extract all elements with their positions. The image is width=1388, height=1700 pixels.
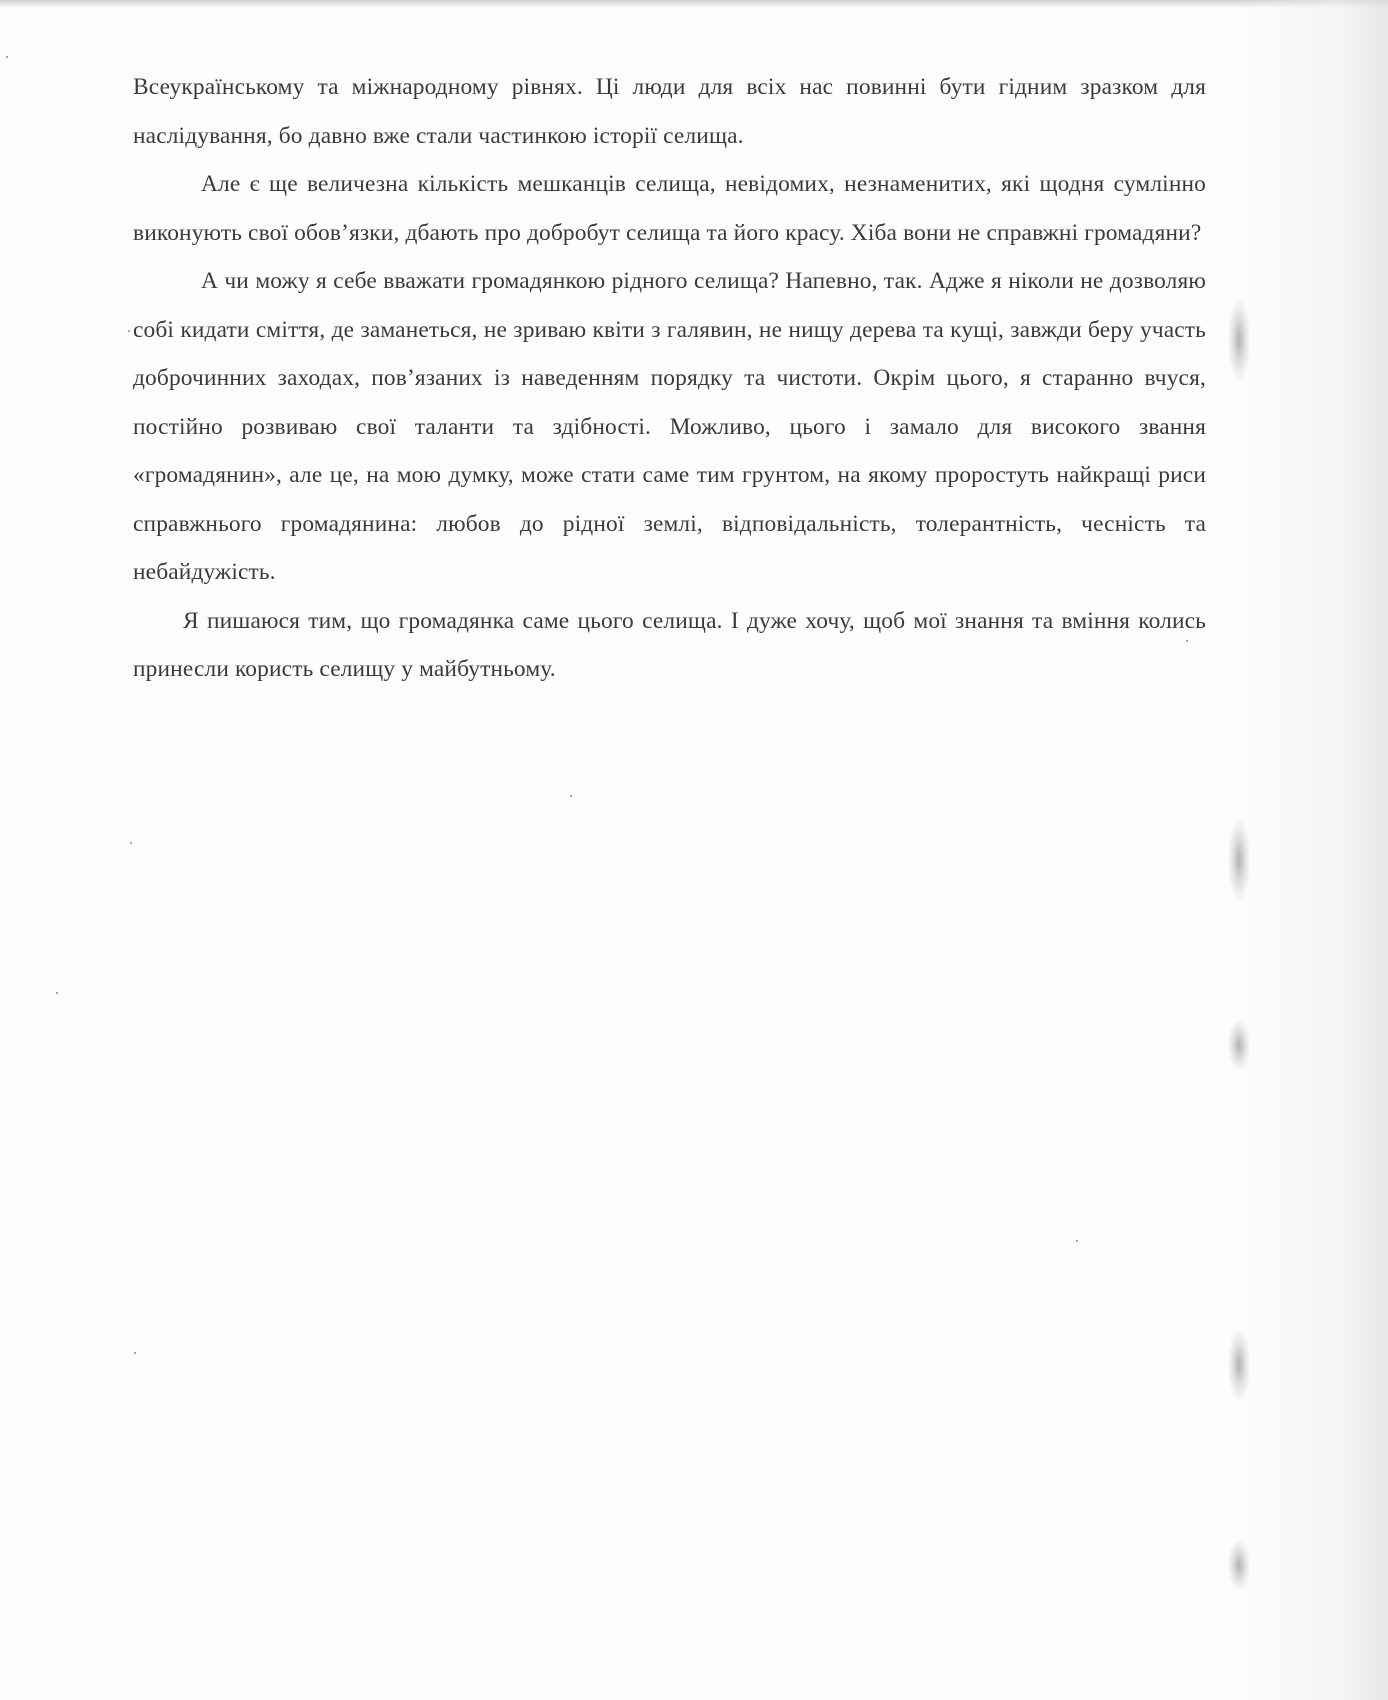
scan-streak: [1228, 300, 1250, 380]
paragraph-4: Я пишаюся тим, що громадянка саме цього селища. І дуже хочу, щоб мої знання та вміння колись принесли користь селищу у майбутньому.: [133, 607, 1206, 682]
paragraph-1: Всеукраїнському та міжнародному рівнях. Ці люди для всіх нас повинні бути гідним зразком для наслідування, бо давно вже стали частинкою історії селища.: [133, 74, 1206, 149]
scan-speck: [134, 1352, 136, 1354]
document-body: [133, 63, 1206, 694]
scan-speck: [6, 56, 8, 58]
scan-speck: [56, 992, 58, 994]
scan-top-edge: [0, 0, 1388, 8]
scan-streak: [1228, 820, 1250, 900]
paragraph-2: Але є ще величезна кількість мешканців селища, невідомих, незнаменитих, які щодня сумлінно виконують свої обов’язки, дбають про добробут селища та його красу. Хіба вони не справжні громадяни?: [133, 171, 1206, 246]
scan-streak: [1228, 1540, 1250, 1590]
scan-streak: [1228, 1330, 1250, 1400]
scan-speck: [128, 330, 130, 332]
scan-right-shadow: [1228, 0, 1388, 1700]
scan-speck: [130, 842, 132, 844]
scan-speck: [1076, 1240, 1078, 1242]
scan-speck: [570, 795, 572, 797]
scan-streak: [1228, 1020, 1250, 1070]
paragraph-3: А чи можу я себе вважати громадянкою рідного селища? Напевно, так. Адже я ніколи не дозволяю собі кидати сміття, де заманеться, не зриваю квіти з галявин, не нищу дерева та кущі, завжди беру участь доброчинних заходах, пов’язаних із наведенням порядку та чистоти. Окрім цього, я старанно вчуся, постійно розвиваю свої таланти та здібності. Можливо, цього і замало для високого звання «громадянин», але це, на мою думку, може стати саме тим грунтом, на якому проростуть найкращі риси справжнього громадянина: любов до рідної землі, відповідальність, толерантність, чесність та небайдужість.: [133, 268, 1206, 585]
